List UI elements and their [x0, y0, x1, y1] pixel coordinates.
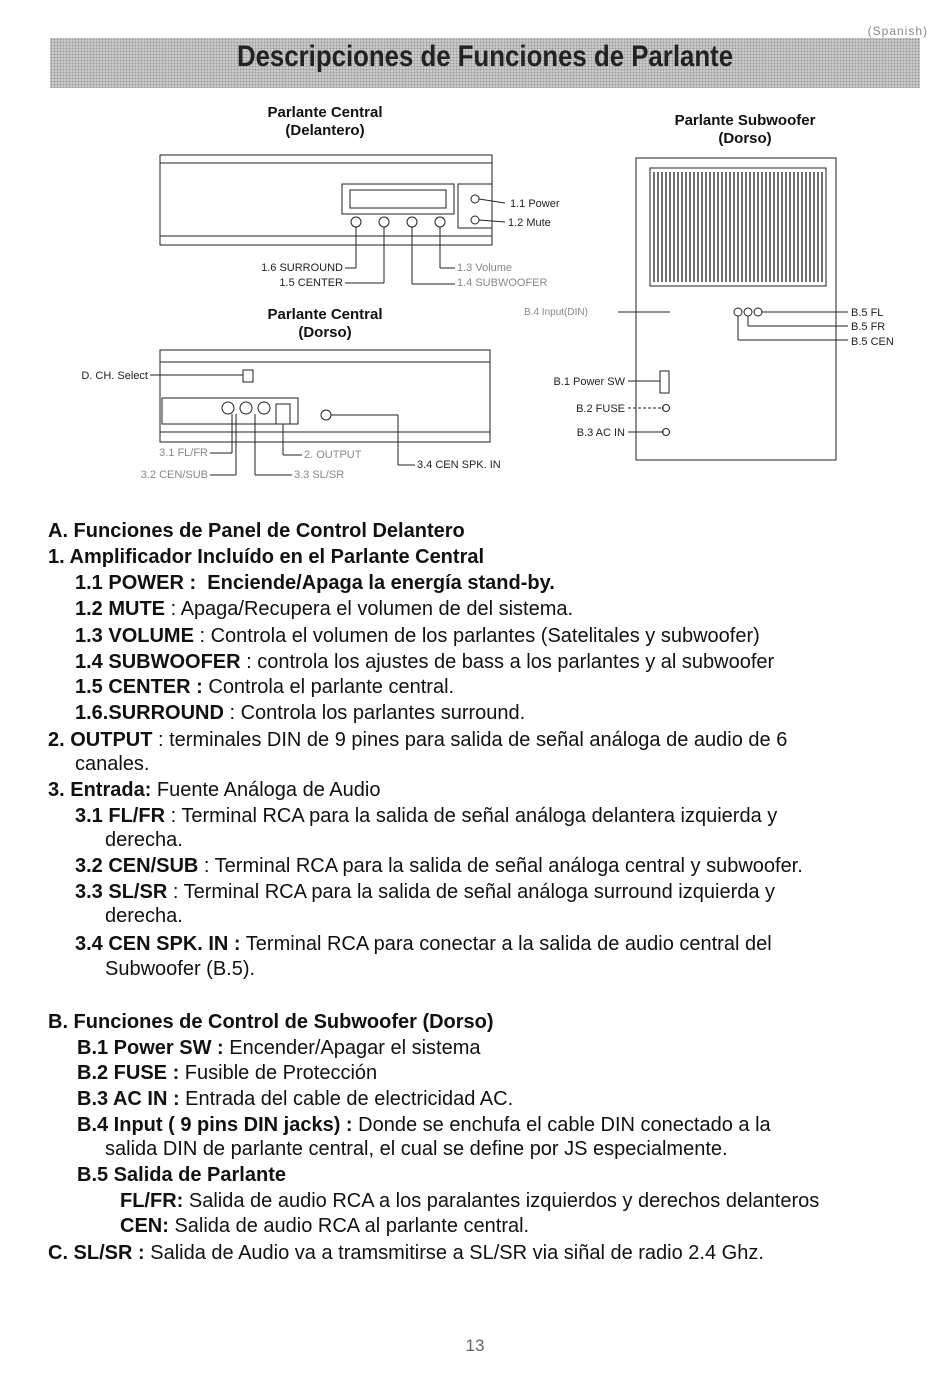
- label-flfr: 3.1 FL/FR: [159, 447, 208, 459]
- page-number: 13: [465, 1336, 485, 1355]
- item-c: C. SL/SR : Salida de Audio va a tramsmitirse a SL/SR via siñal de radio 2.4 Ghz.: [48, 1242, 764, 1264]
- label-censub: 3.2 CEN/SUB: [140, 469, 208, 481]
- front-caption-line2: (Delantero): [285, 122, 365, 139]
- item-3-1: 3.1 FL/FR : Terminal RCA para la salida de señal análoga delantera izquierda y: [75, 805, 778, 827]
- item-3-3: 3.3 SL/SR : Terminal RCA para la salida de señal análoga surround izquierda y: [75, 881, 776, 903]
- subwoofer-drawing: [618, 158, 848, 460]
- item-b5: B.5 Salida de Parlante: [77, 1164, 286, 1186]
- section-a-heading: A. Funciones de Panel de Control Delantero: [48, 520, 465, 542]
- item-1-4: 1.4 SUBWOOFER : controla los ajustes de bass a los parlantes y al subwoofer: [75, 651, 775, 673]
- item-b4-cont: salida DIN de parlante central, el cual se define por JS especialmente.: [105, 1138, 728, 1160]
- item-3-4: 3.4 CEN SPK. IN : Terminal RCA para conectar a la salida de audio central del: [75, 933, 772, 955]
- label-surround: 1.6 SURROUND: [261, 262, 343, 274]
- item-1-6: 1.6.SURROUND : Controla los parlantes surround.: [75, 702, 526, 724]
- back-caption-line1: Parlante Central: [267, 306, 383, 323]
- label-b5-fr: B.5 FR: [851, 321, 886, 333]
- item-2-cont: canales.: [75, 753, 150, 775]
- label-subwoofer: 1.4 SUBWOOFER: [457, 277, 548, 289]
- label-fuse: B.2 FUSE: [576, 403, 625, 415]
- item-1-1: 1.1 POWER : Enciende/Apaga la energía stand-by.: [75, 572, 555, 594]
- item-1-2: 1.2 MUTE : Apaga/Recupera el volumen de del sistema.: [75, 598, 574, 620]
- item-3-2: 3.2 CEN/SUB : Terminal RCA para la salida de señal análoga central y subwoofer.: [75, 855, 803, 877]
- label-slsr: 3.3 SL/SR: [294, 469, 345, 481]
- item-b4: B.4 Input ( 9 pins DIN jacks) : Donde se enchufa el cable DIN conectado a la: [77, 1114, 771, 1136]
- item-1-3: 1.3 VOLUME : Controla el volumen de los parlantes (Satelitales y subwoofer): [75, 625, 760, 647]
- label-volume: 1.3 Volume: [457, 262, 513, 274]
- item-3-1-cont: derecha.: [105, 829, 183, 851]
- item-b5-flfr: FL/FR: Salida de audio RCA a los paralantes izquierdos y derechos delanteros: [120, 1190, 820, 1212]
- item-3-4-cont: Subwoofer (B.5).: [105, 958, 256, 980]
- item-b3: B.3 AC IN : Entrada del cable de electricidad AC.: [77, 1088, 514, 1110]
- label-ac-in: B.3 AC IN: [576, 427, 625, 439]
- label-b5-fl: B.5 FL: [851, 307, 884, 319]
- item-3: 3. Entrada: Fuente Análoga de Audio: [48, 779, 381, 801]
- item-3-3-cont: derecha.: [105, 905, 183, 927]
- section-b-heading: B. Funciones de Control de Subwoofer (Dorso): [48, 1011, 494, 1033]
- label-b5-cen: B.5 CEN: [851, 336, 894, 348]
- back-caption-line2: (Dorso): [298, 324, 352, 341]
- label-mute: 1.2 Mute: [508, 217, 551, 229]
- sub-caption-line2: (Dorso): [718, 130, 772, 147]
- label-input-din: B.4 Input(DIN): [524, 307, 588, 318]
- label-dch-select: D. CH. Select: [81, 370, 148, 382]
- item-b5-cen: CEN: Salida de audio RCA al parlante central.: [120, 1215, 530, 1237]
- item-b2: B.2 FUSE : Fusible de Protección: [77, 1062, 378, 1084]
- item-2: 2. OUTPUT : terminales DIN de 9 pines para salida de señal análoga de audio de 6: [48, 729, 788, 751]
- item-b1: B.1 Power SW : Encender/Apagar el sistema: [77, 1037, 481, 1059]
- front-caption-line1: Parlante Central: [267, 104, 383, 121]
- label-center: 1.5 CENTER: [279, 277, 343, 289]
- page-title: Descripciones de Funciones de Parlante: [236, 40, 734, 73]
- speaker-diagram: [0, 0, 950, 500]
- label-power-sw: B.1 Power SW: [553, 376, 625, 388]
- item-1-heading: 1. Amplificador Incluído en el Parlante Central: [48, 546, 485, 568]
- label-power: 1.1 Power: [510, 198, 560, 210]
- language-tag: (Spanish): [867, 24, 928, 38]
- label-cen-spk-in: 3.4 CEN SPK. IN: [417, 459, 501, 471]
- label-output: 2. OUTPUT: [304, 449, 362, 461]
- sub-caption-line1: Parlante Subwoofer: [674, 112, 816, 129]
- item-1-5: 1.5 CENTER : Controla el parlante central.: [75, 676, 455, 698]
